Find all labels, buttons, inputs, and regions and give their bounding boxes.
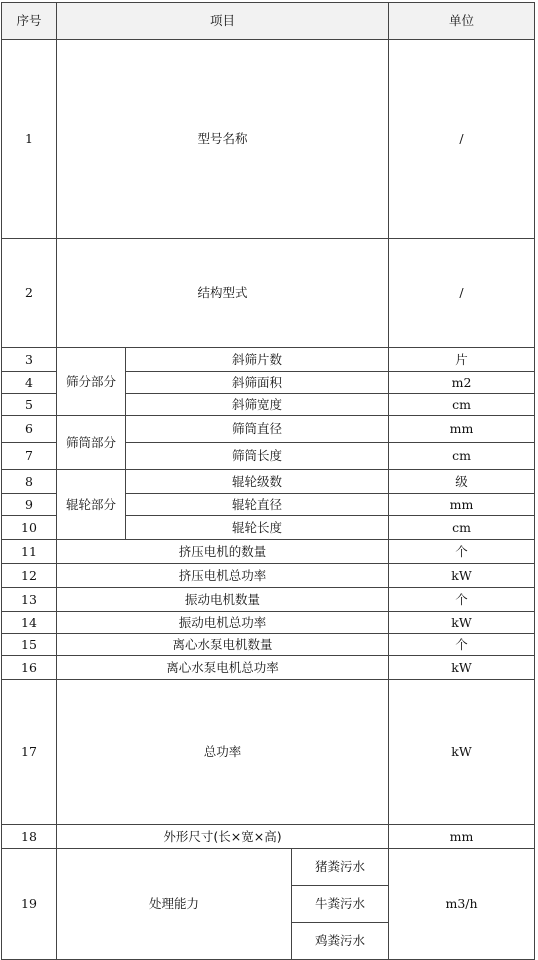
row-no: 7 — [2, 443, 57, 470]
row-no: 1 — [2, 40, 57, 239]
row-unit: kW — [389, 564, 535, 588]
row-unit: mm — [389, 416, 535, 443]
table-row — [2, 470, 535, 494]
row-item: 辊轮长度 — [126, 516, 389, 540]
row-item: 筛筒长度 — [126, 443, 389, 470]
row-no: 15 — [2, 634, 57, 656]
header-unit: 单位 — [389, 3, 535, 40]
row-no: 2 — [2, 239, 57, 348]
row-item: 斜筛面积 — [126, 372, 389, 394]
table-row — [2, 540, 535, 564]
row-item: 型号名称 — [57, 40, 389, 239]
row-item: 斜筛片数 — [126, 348, 389, 372]
row-no: 19 — [2, 849, 57, 960]
capacity-type: 牛粪污水 — [292, 886, 389, 923]
row-no: 5 — [2, 394, 57, 416]
table-row — [2, 849, 535, 886]
header-item: 项目 — [57, 3, 389, 40]
table-row — [2, 825, 535, 849]
row-unit: mm — [389, 494, 535, 516]
row-unit: 个 — [389, 540, 535, 564]
row-unit: kW — [389, 680, 535, 825]
row-item: 离心水泵电机数量 — [57, 634, 389, 656]
row-unit: mm — [389, 825, 535, 849]
row-no: 18 — [2, 825, 57, 849]
table-row — [2, 239, 535, 348]
table-row — [2, 612, 535, 634]
group-screen: 筛分部分 — [57, 348, 126, 416]
row-no: 10 — [2, 516, 57, 540]
row-no: 13 — [2, 588, 57, 612]
row-item: 总功率 — [57, 680, 389, 825]
row-no: 4 — [2, 372, 57, 394]
row-no: 3 — [2, 348, 57, 372]
table-row — [2, 656, 535, 680]
row-no: 16 — [2, 656, 57, 680]
row-no: 11 — [2, 540, 57, 564]
row-unit: 级 — [389, 470, 535, 494]
table-row — [2, 634, 535, 656]
row-item: 辊轮直径 — [126, 494, 389, 516]
row-unit: cm — [389, 516, 535, 540]
row-no: 9 — [2, 494, 57, 516]
row-unit: kW — [389, 656, 535, 680]
table-row — [2, 416, 535, 443]
capacity-type: 鸡粪污水 — [292, 923, 389, 960]
spec-table — [1, 2, 535, 960]
group-drum: 筛筒部分 — [57, 416, 126, 470]
group-roller: 辊轮部分 — [57, 470, 126, 540]
row-item: 挤压电机的数量 — [57, 540, 389, 564]
row-no: 12 — [2, 564, 57, 588]
row-no: 8 — [2, 470, 57, 494]
row-item: 振动电机数量 — [57, 588, 389, 612]
row-unit: 个 — [389, 634, 535, 656]
table-row — [2, 40, 535, 239]
capacity-type: 猪粪污水 — [292, 849, 389, 886]
row-unit: kW — [389, 612, 535, 634]
row-unit: cm — [389, 443, 535, 470]
row-item: 外形尺寸(长×宽×高) — [57, 825, 389, 849]
row-unit: 片 — [389, 348, 535, 372]
row-no: 14 — [2, 612, 57, 634]
row-no: 17 — [2, 680, 57, 825]
row-item: 斜筛宽度 — [126, 394, 389, 416]
row-unit: m3/h — [389, 849, 535, 960]
row-item: 筛筒直径 — [126, 416, 389, 443]
table-row — [2, 564, 535, 588]
row-item: 离心水泵电机总功率 — [57, 656, 389, 680]
table-header-row — [2, 3, 535, 40]
row-unit: 个 — [389, 588, 535, 612]
row-unit: cm — [389, 394, 535, 416]
row-item: 处理能力 — [57, 849, 292, 960]
row-no: 6 — [2, 416, 57, 443]
table-row — [2, 680, 535, 825]
table-row — [2, 348, 535, 372]
row-item: 结构型式 — [57, 239, 389, 348]
row-unit: / — [389, 239, 535, 348]
row-unit: / — [389, 40, 535, 239]
row-item: 辊轮级数 — [126, 470, 389, 494]
header-no: 序号 — [2, 3, 57, 40]
row-item: 振动电机总功率 — [57, 612, 389, 634]
row-item: 挤压电机总功率 — [57, 564, 389, 588]
table-row — [2, 588, 535, 612]
row-unit: m2 — [389, 372, 535, 394]
